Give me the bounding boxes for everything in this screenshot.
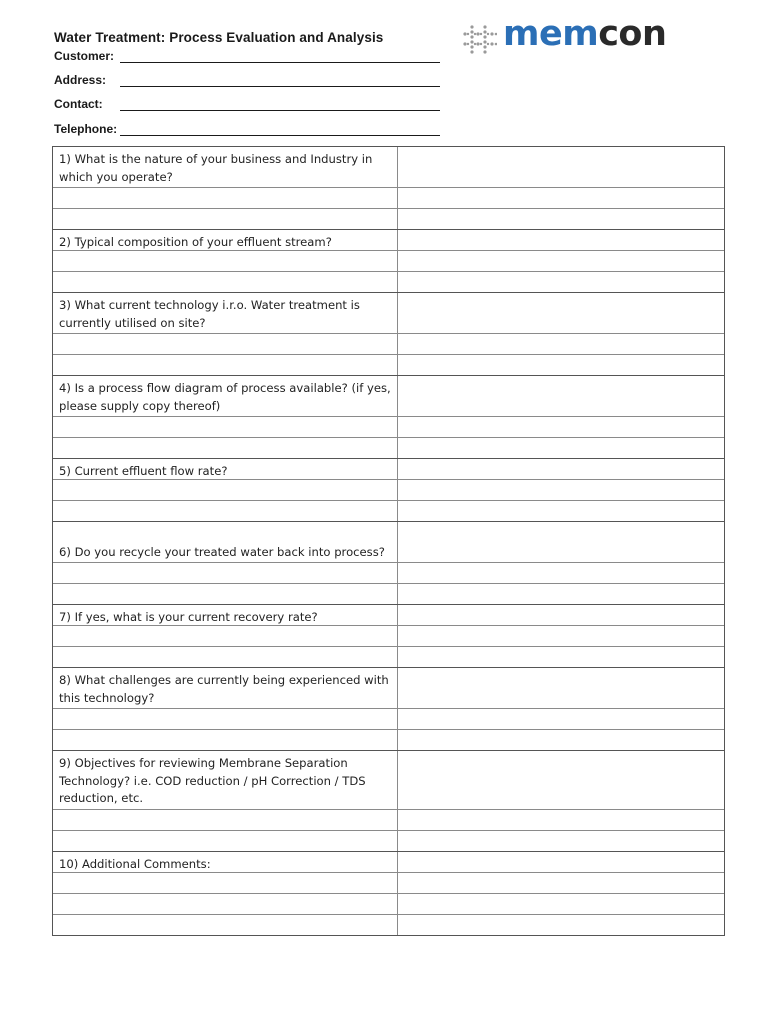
answer-row [53,583,724,604]
logo-wordmark [503,14,667,54]
question-text: 8) What challenges are currently being experienced with this technology? [53,668,398,708]
customer-label: Customer: [54,49,115,63]
answer-cell-left[interactable] [53,894,398,914]
answer-cell[interactable] [398,188,724,208]
answer-cell[interactable] [398,480,724,500]
answer-cell[interactable] [398,873,724,893]
question-text: 9) Objectives for reviewing Membrane Separation Technology? i.e. COD reduction / pH Correction / TDS reduction, etc. [53,751,398,809]
answer-cell[interactable] [398,147,724,187]
logo-grid-icon [463,24,497,54]
answer-cell-left[interactable] [53,188,398,208]
answer-cell[interactable] [398,251,724,271]
answer-cell[interactable] [398,334,724,354]
answer-cell[interactable] [398,459,724,479]
logo-text-con: con [598,14,667,54]
question-row [53,292,724,333]
contact-label: Contact: [54,97,103,111]
answer-row [53,187,724,208]
answer-cell-left[interactable] [53,831,398,851]
answer-row [53,646,724,667]
answer-cell-left[interactable] [53,272,398,292]
answer-cell[interactable] [398,915,724,935]
answer-row [53,208,724,229]
answer-cell-left[interactable] [53,709,398,729]
answer-cell[interactable] [398,626,724,646]
questionnaire-table [52,146,725,936]
answer-cell[interactable] [398,293,724,333]
form-title: Water Treatment: Process Evaluation and Analysis [54,30,384,45]
answer-cell-left[interactable] [53,563,398,583]
answer-row [53,479,724,500]
answer-cell-left[interactable] [53,810,398,830]
answer-cell[interactable] [398,647,724,667]
logo-text-mem: mem [503,14,599,54]
answer-cell-left[interactable] [53,873,398,893]
address-label: Address: [54,73,107,87]
answer-cell-left[interactable] [53,209,398,229]
answer-cell-left[interactable] [53,626,398,646]
question-row [53,750,724,809]
answer-row [53,562,724,583]
question-text: 1) What is the nature of your business and Industry in which you operate? [53,147,398,187]
answer-cell-left[interactable] [53,915,398,935]
question-row [53,147,724,187]
answer-row [53,271,724,292]
answer-cell[interactable] [398,852,724,872]
answer-cell[interactable] [398,230,724,250]
answer-row [53,416,724,437]
answer-cell[interactable] [398,417,724,437]
answer-cell[interactable] [398,209,724,229]
answer-cell[interactable] [398,438,724,458]
answer-cell-left[interactable] [53,417,398,437]
answer-row [53,830,724,851]
question-text: 3) What current technology i.r.o. Water treatment is currently utilised on site? [53,293,398,333]
answer-cell[interactable] [398,831,724,851]
question-text: 2) Typical composition of your effluent stream? [53,230,398,250]
answer-row [53,500,724,521]
answer-cell[interactable] [398,810,724,830]
answer-cell-left[interactable] [53,647,398,667]
customer-input-line[interactable] [120,62,440,63]
memcon-logo [463,14,698,58]
answer-row [53,872,724,893]
question-row [53,375,724,416]
answer-cell-left[interactable] [53,501,398,521]
answer-cell-left[interactable] [53,730,398,750]
telephone-input-line[interactable] [120,135,440,136]
answer-row [53,250,724,271]
answer-cell-left[interactable] [53,584,398,604]
question-text: 10) Additional Comments: [53,852,398,872]
answer-cell-left[interactable] [53,480,398,500]
answer-cell-left[interactable] [53,355,398,375]
telephone-label: Telephone: [54,122,118,136]
question-row [53,458,724,479]
answer-cell[interactable] [398,751,724,809]
answer-cell[interactable] [398,376,724,416]
answer-row [53,437,724,458]
question-row [53,521,724,562]
answer-cell[interactable] [398,501,724,521]
address-input-line[interactable] [120,86,440,87]
answer-row [53,914,724,935]
question-text: 6) Do you recycle your treated water back into process? [53,522,398,562]
answer-cell-left[interactable] [53,334,398,354]
answer-row [53,809,724,830]
question-row [53,229,724,250]
answer-cell[interactable] [398,894,724,914]
answer-cell[interactable] [398,522,724,562]
question-text: 7) If yes, what is your current recovery rate? [53,605,398,625]
question-row [53,604,724,625]
answer-cell[interactable] [398,563,724,583]
answer-row [53,893,724,914]
answer-cell[interactable] [398,272,724,292]
answer-cell-left[interactable] [53,438,398,458]
answer-cell[interactable] [398,605,724,625]
answer-row [53,333,724,354]
answer-row [53,354,724,375]
contact-input-line[interactable] [120,110,440,111]
question-text: 4) Is a process flow diagram of process available? (if yes, please supply copy thereof) [53,376,398,416]
question-row [53,851,724,872]
question-text: 5) Current effluent flow rate? [53,459,398,479]
answer-cell[interactable] [398,668,724,708]
answer-row [53,625,724,646]
answer-cell[interactable] [398,730,724,750]
answer-cell[interactable] [398,709,724,729]
question-row [53,667,724,708]
answer-row [53,708,724,729]
answer-cell[interactable] [398,355,724,375]
answer-row [53,729,724,750]
answer-cell-left[interactable] [53,251,398,271]
answer-cell[interactable] [398,584,724,604]
